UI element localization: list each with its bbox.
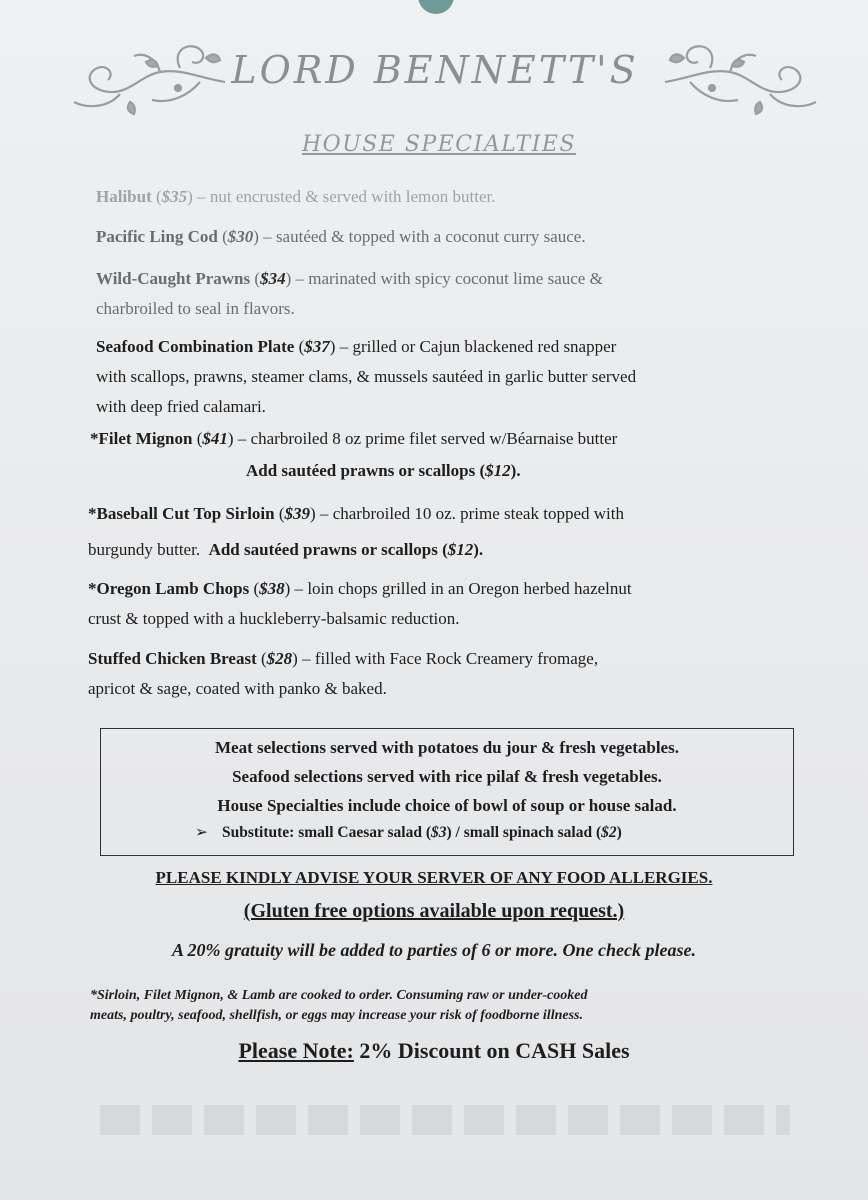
item-description: apricot & sage, coated with panko & baked.: [88, 679, 387, 698]
allergy-notice: PLEASE KINDLY ADVISE YOUR SERVER OF ANY FOOD ALLERGIES.: [155, 868, 713, 887]
item-description: with scallops, prawns, steamer clams, & mussels sautéed in garlic butter served: [96, 367, 637, 386]
addon-price: $12: [485, 461, 511, 480]
item-description: charbroiled to seal in flavors.: [96, 299, 295, 318]
section-title: HOUSE SPECIALTIES: [301, 132, 577, 157]
flourish-icon: [660, 38, 830, 122]
item-description: marinated with spicy coconut lime sauce &: [308, 269, 603, 288]
cash-discount-notice: [0, 1038, 868, 1064]
item-description: crust & topped with a huckleberry-balsamic reduction.: [88, 609, 460, 628]
sides-line: House Specialties include choice of bowl of soup or house salad.: [217, 796, 677, 815]
item-name: Wild-Caught Prawns: [96, 269, 251, 288]
item-description: nut encrusted & served with lemon butter.: [209, 187, 496, 206]
gratuity-notice: A 20% gratuity will be added to parties of 6 or more. One check please.: [172, 940, 696, 960]
item-price: $35: [161, 187, 188, 206]
item-price: $39: [284, 504, 311, 523]
item-name: *Oregon Lamb Chops: [88, 579, 250, 598]
menu-item-filet-mignon: *Filet Mignon ($41) – charbroiled 8 oz prime filet served w/Béarnaise butter: [90, 429, 618, 448]
gluten-free-notice: (Gluten free options available upon request.): [243, 900, 625, 922]
advisory-line: meats, poultry, seafood, shellfish, or eggs may increase your risk of foodborne illness.: [90, 1008, 583, 1023]
arrow-bullet-icon: ➢: [195, 824, 208, 841]
menu-item-halibut: Halibut ($35) – nut encrusted & served with lemon butter.: [96, 187, 496, 206]
sides-info-box: [100, 728, 794, 856]
push-pin: [418, 0, 454, 14]
item-price: $30: [227, 227, 254, 246]
item-name: Halibut: [96, 187, 152, 206]
menu-item-prawns: Wild-Caught Prawns ($34) – marinated with spicy coconut lime sauce & charbroiled to seal in flavors.: [96, 269, 603, 318]
item-description: burgundy butter.: [88, 540, 201, 559]
item-description: filled with Face Rock Creamery fromage,: [314, 649, 599, 668]
discount-label: Please Note:: [238, 1038, 354, 1063]
sides-line: Seafood selections served with rice pilaf & fresh vegetables.: [232, 767, 662, 786]
item-price: $28: [266, 649, 293, 668]
menu-item-chicken: Stuffed Chicken Breast ($28) – filled with Face Rock Creamery fromage, apricot & sage, coated with panko & baked.: [88, 649, 599, 698]
menu-item-seafood-combo: Seafood Combination Plate ($37) – grilled or Cajun blackened red snapper with scallops, prawns, steamer clams, & mussels sautéed in garlic butter served with deep fried calamari.: [96, 337, 637, 416]
item-description: sautéed & topped with a coconut curry sauce.: [275, 227, 586, 246]
item-price: $38: [259, 579, 285, 598]
item-description: charbroiled 8 oz prime filet served w/Béarnaise butter: [250, 429, 618, 448]
flourish-icon: [60, 38, 230, 122]
substitute-separator: / small spinach salad: [455, 824, 593, 841]
menu-header: [0, 30, 868, 110]
discount-text: 2% Discount on CASH Sales: [359, 1038, 630, 1063]
addon-text: Add sautéed prawns or scallops: [208, 540, 438, 559]
item-description: grilled or Cajun blackened red snapper: [352, 337, 617, 356]
item-price: $37: [304, 337, 330, 356]
item-price: $41: [202, 429, 228, 448]
show-through-text: [100, 1105, 790, 1135]
item-name: *Baseball Cut Top Sirloin: [88, 504, 275, 523]
substitute-label: Substitute: small Caesar salad: [222, 824, 422, 841]
item-name: Stuffed Chicken Breast: [88, 649, 257, 668]
addon-price: $12: [447, 540, 474, 559]
advisory-line: *Sirloin, Filet Mignon, & Lamb are cooked to order. Consuming raw or under-cooked: [90, 988, 588, 1003]
item-price: $34: [260, 269, 286, 288]
item-description: with deep fried calamari.: [96, 397, 266, 416]
menu-item-sirloin: *Baseball Cut Top Sirloin ($39) – charbroiled 10 oz. prime steak topped with burgundy butter. Add sautéed prawns or scallops ($12).: [88, 504, 624, 559]
item-description: loin chops grilled in an Oregon herbed hazelnut: [307, 579, 632, 598]
filet-addon: Add sautéed prawns or scallops ($12).: [246, 461, 521, 480]
item-name: Seafood Combination Plate: [96, 337, 295, 356]
menu-item-ling-cod: Pacific Ling Cod ($30) – sautéed & topped with a coconut curry sauce.: [96, 227, 586, 246]
substitute-price: $2: [601, 824, 617, 841]
consumer-advisory: [90, 986, 790, 1026]
item-name: *Filet Mignon: [90, 429, 193, 448]
addon-text: Add sautéed prawns or scallops: [246, 461, 476, 480]
restaurant-title: LORD BENNETT'S: [231, 48, 639, 92]
item-name: Pacific Ling Cod: [96, 227, 218, 246]
item-description: charbroiled 10 oz. prime steak topped with: [332, 504, 624, 523]
substitute-price: $3: [431, 824, 447, 841]
substitute-line: ➢ Substitute: small Caesar salad ($3) / small spinach salad ($2): [195, 824, 622, 841]
menu-item-lamb-chops: *Oregon Lamb Chops ($38) – loin chops grilled in an Oregon herbed hazelnut crust & topped with a huckleberry-balsamic reduction.: [88, 579, 632, 628]
sides-line: Meat selections served with potatoes du jour & fresh vegetables.: [215, 738, 679, 757]
